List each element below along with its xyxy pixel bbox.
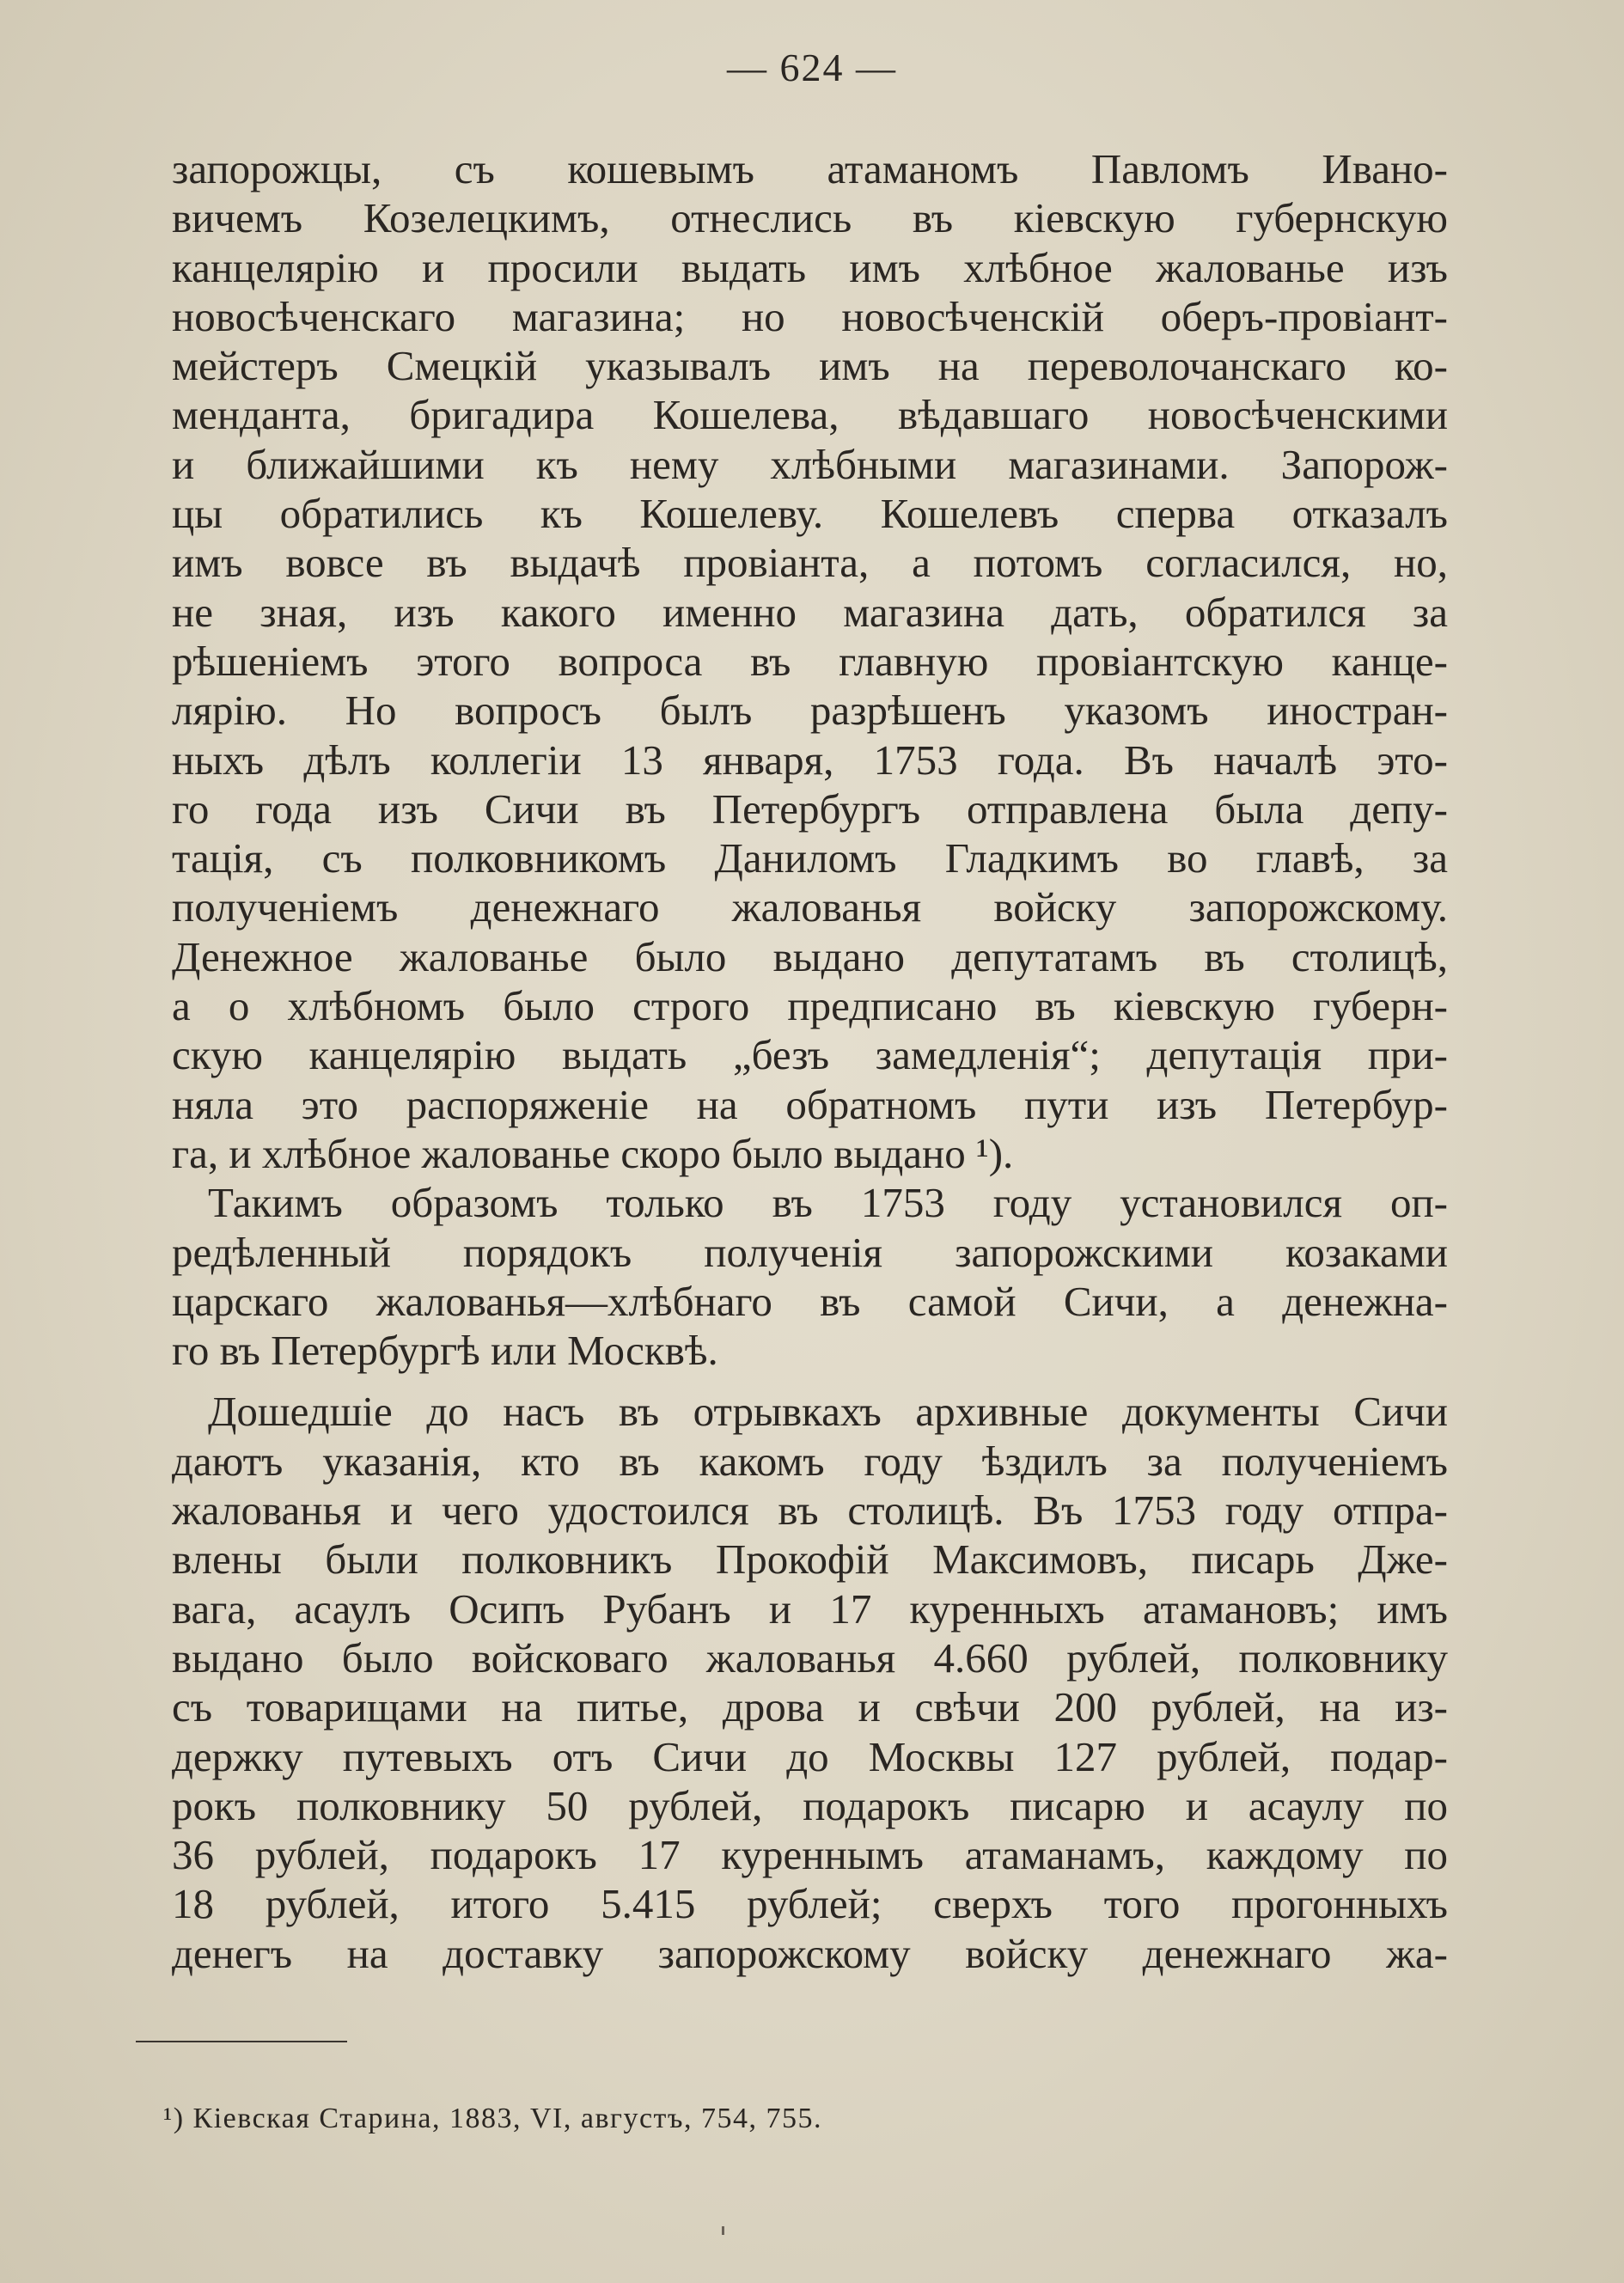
text-line: Дошедшіе до насъ въ отрывкахъ архивные документы Сичи bbox=[208, 1388, 1448, 1436]
text-line: съ товарищами на питье, дрова и свѣчи 200 рублей, на из- bbox=[172, 1683, 1448, 1731]
text-line: новосѣченскаго магазина; но новосѣченскій оберъ-провіант- bbox=[172, 292, 1448, 340]
page-number: — 624 — bbox=[727, 46, 897, 89]
text-line: канцелярію и просили выдать имъ хлѣбное жалованье изъ bbox=[172, 243, 1448, 291]
text-line: запорожцы, съ кошевымъ атаманомъ Павломъ Ивано- bbox=[172, 145, 1448, 192]
text-line: не зная, изъ какого именно магазина дать, обратился за bbox=[172, 588, 1448, 636]
text-line: ныхъ дѣлъ коллегіи 13 января, 1753 года. Въ началѣ это- bbox=[172, 736, 1448, 784]
text-line: Такимъ образомъ только въ 1753 году установился оп- bbox=[208, 1179, 1448, 1227]
footnote-divider bbox=[136, 2041, 347, 2042]
text-line: скую канцелярію выдать „безъ замедленія“; депутація при- bbox=[172, 1031, 1448, 1079]
text-line: денегъ на доставку запорожскому войску денежнаго жа- bbox=[172, 1929, 1448, 1977]
text-line: мейстеръ Смецкій указывалъ имъ на переволочанскаго ко- bbox=[172, 342, 1448, 390]
text-line: вичемъ Козелецкимъ, отнеслись въ кіевскую губернскую bbox=[172, 194, 1448, 242]
text-line: жалованья и чего удостоился въ столицѣ. Въ 1753 году отпра- bbox=[172, 1486, 1448, 1535]
text-line: лярію. Но вопросъ былъ разрѣшенъ указомъ иностран- bbox=[172, 687, 1448, 735]
text-line: го въ Петербургѣ или Москвѣ. bbox=[172, 1327, 718, 1375]
text-line: го года изъ Сичи въ Петербургъ отправлена была депу- bbox=[172, 784, 1448, 833]
text-line: имъ вовсе въ выдачѣ провіанта, а потомъ согласился, но, bbox=[172, 539, 1448, 587]
text-line: полученіемъ денежнаго жалованья войску запорожскому. bbox=[172, 883, 1448, 931]
text-line: рокъ полковнику 50 рублей, подарокъ писарю и асаулу по bbox=[172, 1781, 1448, 1829]
text-line: выдано было войсковаго жалованья 4.660 рублей, полковнику bbox=[172, 1633, 1448, 1682]
text-line: а о хлѣбномъ было строго предписано въ кіевскую губерн- bbox=[172, 982, 1448, 1030]
text-line: 18 рублей, итого 5.415 рублей; сверхъ того прогонныхъ bbox=[172, 1880, 1448, 1928]
text-line: редѣленный порядокъ полученія запорожскими козаками bbox=[172, 1228, 1448, 1276]
text-line: га, и хлѣбное жалованье скоро было выдано ¹). bbox=[172, 1129, 1014, 1177]
text-line: держку путевыхъ отъ Сичи до Москвы 127 рублей, подар- bbox=[172, 1732, 1448, 1780]
text-line: менданта, бригадира Кошелева, вѣдавшаго новосѣченскими bbox=[172, 391, 1448, 439]
text-line: царскаго жалованья—хлѣбнаго въ самой Сичи, а денежна- bbox=[172, 1277, 1448, 1325]
text-line: няла это распоряженіе на обратномъ пути изъ Петербур- bbox=[172, 1080, 1448, 1128]
text-line: влены были полковникъ Прокофій Максимовъ, писарь Дже- bbox=[172, 1535, 1448, 1584]
text-line: Денежное жалованье было выдано депутатамъ въ столицѣ, bbox=[172, 932, 1448, 980]
paper-speck bbox=[722, 2226, 724, 2235]
text-line: даютъ указанія, кто въ какомъ году ѣздилъ за полученіемъ bbox=[172, 1437, 1448, 1485]
text-line: цы обратились къ Кошелеву. Кошелевъ сперва отказалъ bbox=[172, 490, 1448, 538]
text-line: 36 рублей, подарокъ 17 куреннымъ атаманамъ, каждому по bbox=[172, 1831, 1448, 1879]
text-line: тація, съ полковникомъ Даниломъ Гладкимъ во главѣ, за bbox=[172, 834, 1448, 882]
text-line: вага, асаулъ Осипъ Рубанъ и 17 куренныхъ атамановъ; имъ bbox=[172, 1584, 1448, 1633]
text-line: и ближайшими къ нему хлѣбными магазинами. Запорож- bbox=[172, 440, 1448, 488]
body-text bbox=[172, 144, 1448, 1978]
footnote: ¹) Кіевская Старина, 1883, VI, августъ, 754, 755. bbox=[163, 2103, 822, 2134]
text-line: рѣшеніемъ этого вопроса въ главную провіантскую канце- bbox=[172, 637, 1448, 685]
